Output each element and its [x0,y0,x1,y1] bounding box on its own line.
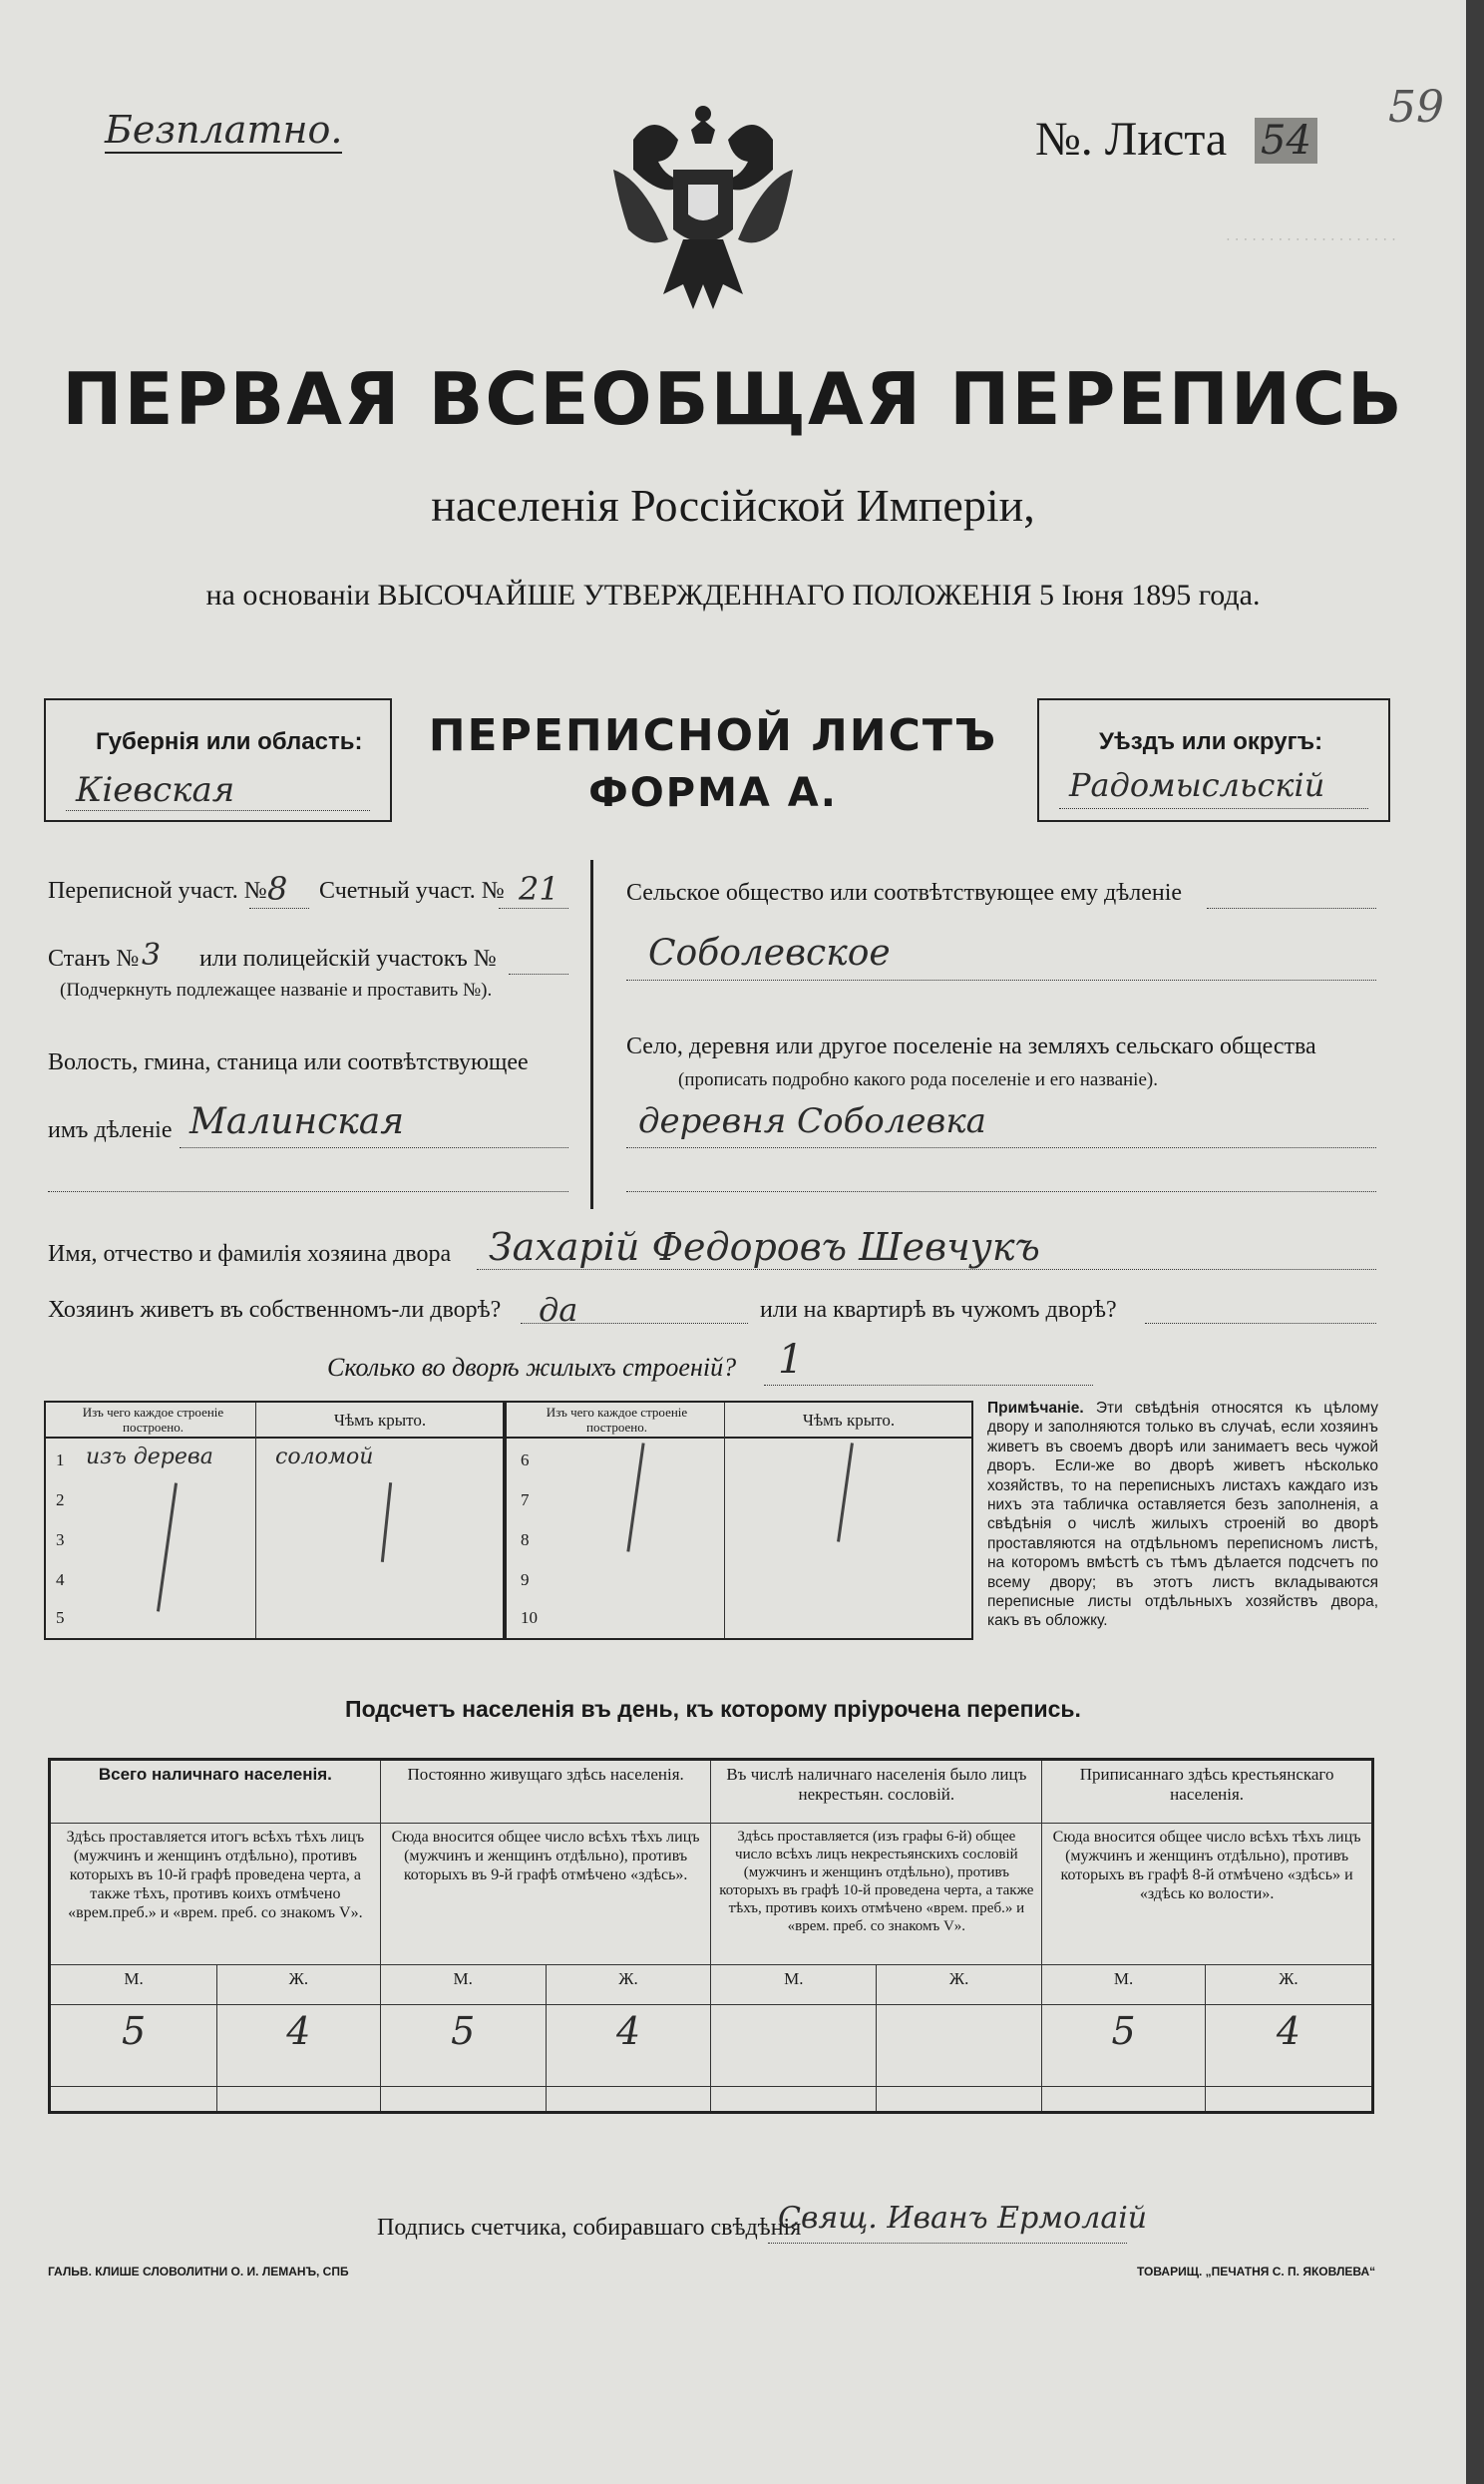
note-title: Примѣчаніе. [987,1400,1084,1417]
count-section-value: 21 [519,870,559,908]
uezd-value: Радомысльскій [1069,766,1325,804]
count-2-female: 4 [546,2005,711,2087]
f-header: Ж. [546,1965,711,2005]
stan-value: 3 [142,938,162,973]
census-section-value: 8 [267,870,288,908]
count-col-4-desc: Сюда вносится общее число всѣхъ тѣхъ лицъ (мужчинъ и женщинъ отдѣльно), противъ которыхъ въ графѣ 8-й отмѣчено «здѣсь» и «здѣсь ко волости». [1042,1824,1373,1965]
village-label: Село, деревня или другое поселеніе на земляхъ сельскаго общества [626,1034,1316,1059]
count-1-male: 5 [50,2005,217,2087]
material-header-right: Изъ чего каждое строеніе построено. [546,1405,688,1435]
signature-label: Подпись счетчика, собиравшаго свѣдѣнія [377,2215,802,2241]
counts-heading: Подсчетъ населенія въ день, къ которому пріурочена перепись. [345,1696,1081,1722]
roof-header-right: Чѣмъ крыто. [802,1411,896,1430]
building-row-9: 9 [521,1570,530,1589]
building-row-3: 3 [56,1530,65,1549]
rent-label: или на квартирѣ въ чужомъ дворѣ? [760,1297,1117,1323]
buildings-value: 1 [778,1337,804,1383]
note-text: Эти свѣдѣнія относятся къ цѣлому двору и заполняются только въ случаѣ, если хозяинъ живетъ въ своемъ дворѣ или занимаетъ весь чужой дворъ. Если-же во дворѣ живетъ нѣсколько хозяйствъ, то на переписныхъ листахъ каждаго изъ нихъ эта табличка оставляется безъ заполненія, а свѣдѣнія о числѣ жилыхъ строеній во дворѣ проставляются на отдѣльномъ переписномъ листѣ, на которомъ вмѣстѣ съ тѣмъ дѣлается подсчетъ по всему двору; въ этотъ листъ вкладываются переписные листы отдѣльныхъ хозяйствъ двора, какъ въ обложку. [987,1400,1378,1630]
police-label: или полицейскій участокъ № [199,946,497,972]
roof-header-left: Чѣмъ крыто. [333,1411,427,1430]
own-yard-label: Хозяинъ живетъ въ собственномъ-ли дворѣ? [48,1297,502,1323]
f-header: Ж. [877,1965,1042,2005]
signature-value: Свящ. Иванъ Ермолаій [778,2201,1148,2236]
count-col-3-title: Въ числѣ наличнаго населенія было лицъ некрестьян. сословій. [711,1760,1042,1824]
count-col-1-title: Всего наличнаго населенія. [50,1760,381,1824]
blank-strike-mark [157,1482,178,1611]
page-subtitle: населенія Россійской Имперіи, [431,480,1035,531]
count-col-2-desc: Сюда вносится общее число всѣхъ тѣхъ лицъ (мужчинъ и женщинъ отдѣльно), противъ которыхъ въ 9-й графѣ отмѣчено «здѣсь». [380,1824,711,1965]
building-row-2: 2 [56,1490,65,1509]
m-header: М. [50,1965,217,2005]
m-header: М. [380,1965,546,2005]
bleed-through-text: · · · · · · · · · · · · · · · · · · · · [1225,230,1396,246]
building-row-4: 4 [56,1570,65,1589]
building-row-7: 7 [521,1490,530,1509]
own-yard-value: да [539,1291,578,1329]
population-count-table [48,1758,1374,2114]
owner-name-label: Имя, отчество и фамилія хозяина двора [48,1241,452,1267]
underline-note: (Подчеркнуть подлежащее названіе и проставить №). [60,980,493,1001]
uezd-box [1037,698,1390,822]
m-header: М. [711,1965,877,2005]
count-2-male: 5 [380,2005,546,2087]
blank-strike-mark [381,1482,392,1562]
volost-label: Волость, гмина, станица или соотвѣтствующее [48,1049,529,1075]
census-section-label: Переписной участ. № [48,878,267,904]
count-col-2-title: Постоянно живущаго здѣсь населенія. [380,1760,711,1824]
form-label: ФОРМА А. [588,770,838,816]
double-headed-eagle-emblem [603,100,803,324]
f-header: Ж. [1205,1965,1372,2005]
scan-edge [1466,0,1484,2484]
stan-label: Станъ № [48,946,140,972]
printer-right: ТОВАРИЩ. „ПЕЧАТНЯ С. П. ЯКОВЛЕВА“ [1137,2265,1376,2278]
society-label: Сельское общество или соотвѣтствующее ему дѣленіе [626,880,1183,906]
column-divider [590,860,593,1209]
archive-number: 59 [1388,82,1444,133]
sheet-title: ПЕРЕПИСНОЙ ЛИСТЪ [428,710,998,761]
blank-strike-mark [626,1443,644,1551]
count-section-label: Счетный участ. № [319,878,505,904]
m-header: М. [1042,1965,1206,2005]
society-value: Соболевское [648,933,891,974]
count-col-4-title: Приписаннаго здѣсь крестьянскаго населенія. [1042,1760,1373,1824]
count-3-male [711,2005,877,2087]
legal-basis: на основаніи ВЫСОЧАЙШЕ УТВЕРЖДЕННАГО ПОЛОЖЕНІЯ 5 Іюня 1895 года. [205,579,1261,612]
count-col-1-desc: Здѣсь проставляется итогъ всѣхъ тѣхъ лицъ (мужчинъ и женщинъ отдѣльно), противъ которыхъ въ 10-й графѣ проведена черта, а также тѣхъ, противъ коихъ отмѣчено «врем.преб.» и «врем. преб. со знакомъ V». [50,1824,381,1965]
volost-label-2: имъ дѣленіе [48,1117,173,1143]
count-4-female: 4 [1205,2005,1372,2087]
sheet-number-value: 54 [1255,118,1317,164]
buildings-label: Сколько во дворѣ жилыхъ строеній? [327,1353,737,1382]
count-3-female [877,2005,1042,2087]
buildings-note [987,1399,1378,1631]
village-note: (прописать подробно какого рода поселеніе и его названіе). [678,1069,1158,1090]
printer-left: ГАЛЬВ. КЛИШЕ СЛОВОЛИТНИ О. И. ЛЕМАНЪ, СПБ [48,2265,349,2278]
building-row-5: 5 [56,1608,65,1627]
material-header-left: Изъ чего каждое строеніе построено. [82,1405,224,1435]
gubernia-label: Губернія или область: [96,728,363,755]
village-value: деревня Соболевка [638,1101,986,1141]
sheet-number-label: №. Листа [1035,113,1228,166]
building-row-8: 8 [521,1530,530,1549]
gubernia-box [44,698,392,822]
free-label: Безплатно. [105,108,343,152]
owner-name-value: Захарій Федоровъ Шевчукъ [489,1225,1040,1269]
f-header: Ж. [217,1965,381,2005]
blank-strike-mark [837,1443,854,1541]
building-row-10: 10 [521,1608,538,1627]
volost-value: Малинская [189,1101,405,1142]
page-title: ПЕРВАЯ ВСЕОБЩАЯ ПЕРЕПИСЬ [62,357,1404,441]
count-4-male: 5 [1042,2005,1206,2087]
count-1-female: 4 [217,2005,381,2087]
building-row-6: 6 [521,1450,530,1469]
count-col-3-desc: Здѣсь проставляется (изъ графы 6-й) общее число всѣхъ лицъ некрестьянскихъ сословій (мужчинъ и женщинъ отдѣльно), противъ которыхъ въ графѣ 10-й проведена черта, а также тѣхъ, противъ коихъ отмѣчено «врем. преб.» и «врем. преб. со знакомъ V». [711,1824,1042,1965]
buildings-table: Изъ чего каждое строеніе построено. Чѣмъ крыто. Изъ чего каждое строеніе построено. Чѣмъ крыто. 1 изъ дерева соломой 2 3 4 5 6 7 8 9 10 [44,1401,973,1640]
uezd-label: Уѣздъ или округъ: [1099,728,1323,755]
gubernia-value: Кіевская [76,770,235,810]
